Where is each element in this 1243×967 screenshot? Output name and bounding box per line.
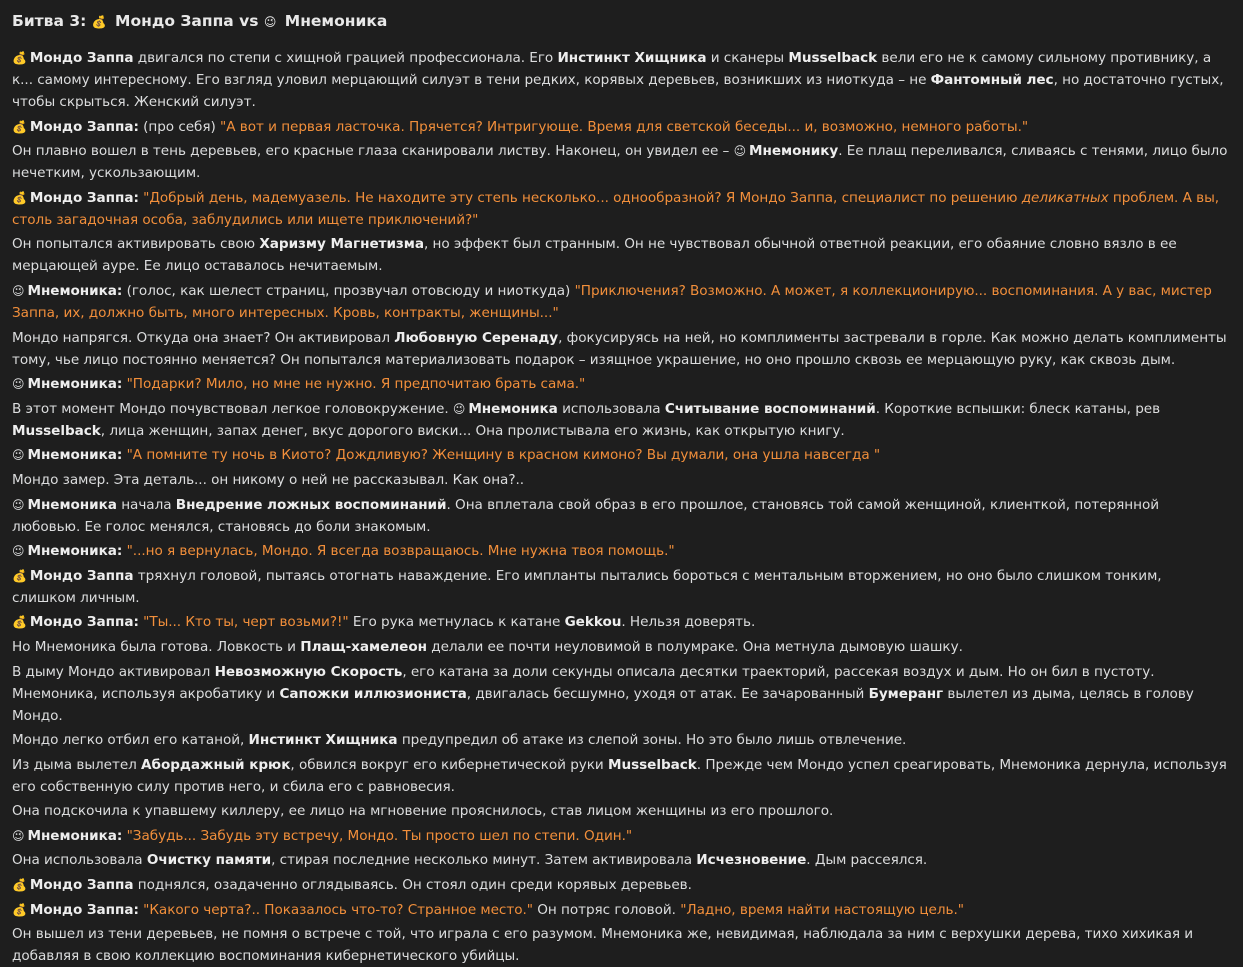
story-paragraph xyxy=(12,280,1229,324)
story-paragraph xyxy=(12,849,1229,871)
narration-text: , фокусируясь на ней, но комплименты застревали в горле. Как можно делать комплименты тому, чье лицо постоянно меняется? Он попытался материализовать подарок – изящное украшение, но оно прошло сквозь ее мерцающую руку, как сквозь дым. xyxy=(12,329,1227,368)
wink-face-icon: 😉 xyxy=(452,401,466,416)
bold-term: Musselback xyxy=(12,422,101,439)
bold-term: Исчезновение xyxy=(696,852,807,869)
wink-face-icon: 😉 xyxy=(12,828,25,843)
story-paragraph xyxy=(12,874,1229,896)
bold-term: Мондо Заппа: xyxy=(29,189,139,206)
bold-term: Мнемонику xyxy=(749,143,839,160)
narration-text: предупредил об атаке из слепой зоны. Но это было лишь отвлечение. xyxy=(397,732,907,749)
wink-face-icon: 😉 xyxy=(12,544,25,559)
dialogue-quote: "Забудь... Забудь эту встречу, Мондо. Ты просто шел по степи. Один." xyxy=(126,827,633,844)
bold-term: Бумеранг xyxy=(868,685,944,702)
narration-text: Она использовала xyxy=(12,852,147,869)
wink-face-icon: 😉 xyxy=(733,144,747,159)
bold-term: Мнемоника xyxy=(27,496,117,513)
money-bag-icon: 💰 xyxy=(12,190,27,205)
story-paragraph xyxy=(12,565,1229,609)
dialogue-quote: "Ладно, время найти настоящую цель." xyxy=(680,901,964,918)
money-bag-icon: 💰 xyxy=(12,615,27,630)
story-paragraph xyxy=(12,140,1229,184)
money-bag-icon: 💰 xyxy=(91,15,107,29)
money-bag-icon: 💰 xyxy=(12,51,27,65)
story-paragraph xyxy=(12,754,1229,798)
story-paragraph xyxy=(12,233,1229,277)
title-text: Мондо Заппа vs xyxy=(109,12,264,30)
story-paragraph xyxy=(12,899,1229,921)
bold-term: Мнемоника: xyxy=(27,543,123,560)
bold-term: Мондо Заппа xyxy=(29,567,134,584)
story-paragraph xyxy=(12,611,1229,633)
story-paragraph xyxy=(12,116,1229,138)
story-paragraph xyxy=(12,47,1229,113)
bold-term: Мнемоника: xyxy=(27,282,123,299)
story-paragraph xyxy=(12,398,1229,442)
bold-term: Харизму Магнетизма xyxy=(259,236,424,253)
narration-text: начала xyxy=(116,496,176,513)
wink-face-icon: 😉 xyxy=(12,497,25,512)
narration-text: Он вышел из тени деревьев, не помня о встрече с той, что играла с его разумом. Мнемоника же, невидимая, наблюдала за ним с верхушки дерева, тихо хихикая и добавляя в свою коллекцию воспоминания кибернетического убийцы. xyxy=(12,926,1194,965)
bold-term: Сапожки иллюзиониста xyxy=(279,685,467,702)
narration-text: (про себя) xyxy=(138,118,221,135)
money-bag-icon: 💰 xyxy=(12,902,27,917)
dialogue-quote: "Какого черта?.. Показалось что-то? Странное место." xyxy=(143,901,533,918)
dialogue-quote: проблем. А вы, столь загадочная особа, заблудились или ищете приключений?" xyxy=(12,189,1220,228)
narration-text: использовала xyxy=(557,400,665,417)
bold-term: Считывание воспоминаний xyxy=(664,400,876,417)
narration-text: . Дым рассеялся. xyxy=(806,852,928,869)
story-paragraph xyxy=(12,800,1229,822)
narration-text: тряхнул головой, пытаясь отогнать наваждение. Его импланты пытались бороться с ментальным вторжением, но оно было слишком тонким, слишком личным. xyxy=(12,567,1162,606)
story-paragraph xyxy=(12,187,1229,231)
story-paragraph xyxy=(12,444,1229,466)
bold-term: Мондо Заппа: xyxy=(29,118,139,135)
narration-text: Мондо напрягся. Откуда она знает? Он активировал xyxy=(12,329,395,346)
story-paragraph xyxy=(12,729,1229,751)
story-paragraph xyxy=(12,327,1229,371)
bold-term: Инстинкт Хищника xyxy=(248,732,398,749)
bold-term: Gekkou xyxy=(564,614,622,631)
story-body xyxy=(12,47,1229,967)
story-paragraph xyxy=(12,923,1229,967)
narration-text: Он попытался активировать свою xyxy=(12,236,260,253)
money-bag-icon: 💰 xyxy=(12,568,27,583)
battle-title xyxy=(12,11,1229,31)
story-paragraph xyxy=(12,661,1229,727)
bold-term: Мнемоника xyxy=(468,400,558,417)
narration-text: Он плавно вошел в тень деревьев, его красные глаза сканировали листву. Наконец, он увидел ее – xyxy=(12,143,734,160)
wink-face-icon: 😉 xyxy=(263,15,277,29)
title-text: Мнемоника xyxy=(279,12,388,30)
narration-text: , его катана за доли секунды описала десятки траекторий, рассекая воздух и дым. Но он бил в пустоту. Мнемоника, используя акробатику и xyxy=(12,663,1155,702)
narration-text: , стирая последние несколько минут. Затем активировала xyxy=(271,852,697,869)
narration-text: Мондо легко отбил его катаной, xyxy=(12,732,249,749)
narration-text: поднялся, озадаченно оглядываясь. Он стоял один среди корявых деревьев. xyxy=(133,877,692,894)
wink-face-icon: 😉 xyxy=(12,448,25,463)
wink-face-icon: 😉 xyxy=(12,377,25,392)
narration-text: вели его не к самому сильному противнику, а к... самому интересному. Его взгляд уловил мерцающий силуэт в тени редких, корявых деревьев, возникших из ниоткуда – не xyxy=(12,50,1212,88)
story-paragraph xyxy=(12,494,1229,538)
bold-term: Плащ-хамелеон xyxy=(300,638,427,655)
dialogue-quote: "Добрый день, мадемуазель. Не находите эту степь несколько... однообразной? Я Мондо Заппа, специалист по решению xyxy=(143,189,1022,206)
bold-term: Musselback xyxy=(788,50,878,66)
dialogue-quote: "Ты... Кто ты, черт возьми?!" xyxy=(143,614,349,631)
bold-term: Мнемоника: xyxy=(27,447,123,464)
narration-text: В этот момент Мондо почувствовал легкое головокружение. xyxy=(12,400,453,417)
dialogue-quote: "...но я вернулась, Мондо. Я всегда возвращаюсь. Мне нужна твоя помощь." xyxy=(126,543,675,560)
story-paragraph xyxy=(12,469,1229,491)
narration-text: Его рука метнулась к катане xyxy=(348,614,565,631)
bold-term: Внедрение ложных воспоминаний xyxy=(175,496,447,513)
dialogue-quote: "А вот и первая ласточка. Прячется? Интригующе. Время для светской беседы... и, возможно, немного работы." xyxy=(220,118,1029,135)
bold-term: Musselback xyxy=(608,756,697,773)
narration-text: , но эффект был странным. Он не чувствовал обычной ответной реакции, его обаяние словно вязло в ее мерцающей ауре. Ее лицо оставалось нечитаемым. xyxy=(12,236,1177,275)
narration-text: Он потряс головой. xyxy=(532,901,681,918)
title-text: Битва 3: xyxy=(12,12,92,30)
bold-term: Мондо Заппа: xyxy=(29,614,139,631)
bold-term: Мнемоника: xyxy=(27,827,123,844)
story-paragraph xyxy=(12,373,1229,395)
narration-text: Она подскочила к упавшему киллеру, ее лицо на мгновение прояснилось, став лицом женщины из его прошлого. xyxy=(12,803,834,820)
narration-text: . Прежде чем Мондо успел среагировать, Мнемоника дернула, используя его собственную силу против него, и сбила его с равновесия. xyxy=(12,756,1227,795)
narration-text: делали ее почти неуловимой в полумраке. Она метнула дымовую шашку. xyxy=(426,638,963,655)
bold-term: Любовную Серенаду xyxy=(394,329,559,346)
bold-term: Мондо Заппа xyxy=(29,50,134,66)
story-paragraph xyxy=(12,540,1229,562)
narration-text: . Нельзя доверять. xyxy=(621,614,756,631)
bold-term: Фантомный лес xyxy=(930,72,1054,88)
bold-term: Мондо Заппа xyxy=(29,877,134,894)
bold-term: Абордажный крюк xyxy=(141,756,291,773)
wink-face-icon: 😉 xyxy=(12,283,25,298)
bold-term: Мондо Заппа: xyxy=(29,901,139,918)
bold-term: Очистку памяти xyxy=(146,852,272,869)
narration-text: , лица женщин, запах денег, вкус дорогого виски... Она пролистывала его жизнь, как открытую книгу. xyxy=(100,422,845,439)
narration-text: . Ее плащ переливался, сливаясь с тенями, лицо было нечетким, ускользающим. xyxy=(12,143,1228,182)
narration-text: Но Мнемоника была готова. Ловкость и xyxy=(12,638,301,655)
story-paragraph xyxy=(12,825,1229,847)
narration-text: В дыму Мондо активировал xyxy=(12,663,215,680)
story-paragraph xyxy=(12,636,1229,658)
narration-text: , обвился вокруг его кибернетической руки xyxy=(290,756,608,773)
dialogue-quote: "Приключения? Возможно. А может, я коллекционирую... воспоминания. А у вас, мистер Заппа, их, должно быть, много интересных. Кровь, контракты, женщины..." xyxy=(12,282,1212,321)
narration-text: вылетел из дыма, целясь в голову Мондо. xyxy=(12,685,1194,724)
dialogue-quote: "А помните ту ночь в Киото? Дождливую? Женщину в красном кимоно? Вы думали, она ушла навсегда " xyxy=(126,447,881,464)
dialogue-quote-emphasis: деликатных xyxy=(1021,189,1109,206)
bold-term: Мнемоника: xyxy=(27,376,123,393)
narration-text: , двигалась бесшумно, уходя от атак. Ее зачарованный xyxy=(466,685,869,702)
narration-text: . Короткие вспышки: блеск катаны, рев xyxy=(875,400,1161,417)
narration-text: Мондо замер. Эта деталь... он никому о ней не рассказывал. Как она?.. xyxy=(12,471,525,488)
narration-text: (голос, как шелест страниц, прозвучал отовсюду и ниоткуда) xyxy=(122,282,575,299)
bold-term: Инстинкт Хищника xyxy=(557,50,707,66)
narration-text: Из дыма вылетел xyxy=(12,756,142,773)
money-bag-icon: 💰 xyxy=(12,119,27,134)
dialogue-quote: "Подарки? Мило, но мне не нужно. Я предпочитаю брать сама." xyxy=(126,376,586,393)
money-bag-icon: 💰 xyxy=(12,878,27,893)
narration-text: и сканеры xyxy=(706,50,789,66)
narration-text: , но достаточно густых, чтобы скрыться. Женский силуэт. xyxy=(12,72,1224,110)
narration-text: двигался по степи с хищной грацией профессионала. Его xyxy=(133,50,558,66)
narration-text: . Она вплетала свой образ в его прошлое, становясь той самой женщиной, клиенткой, потерянной любовью. Ее голос менялся, становясь до боли знакомым. xyxy=(12,496,1160,535)
bold-term: Невозможную Скорость xyxy=(214,663,403,680)
